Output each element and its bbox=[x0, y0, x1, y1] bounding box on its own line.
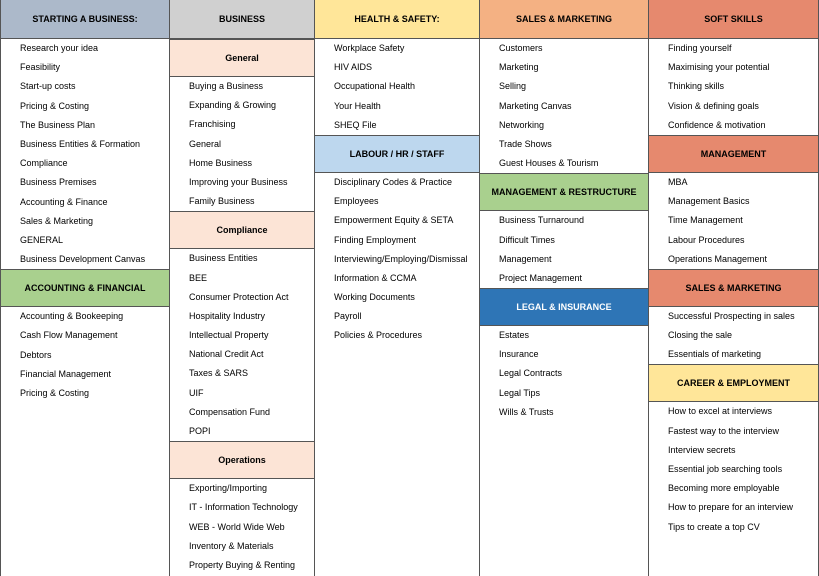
topic-link[interactable]: Management Basics bbox=[668, 196, 750, 207]
topic-link[interactable]: Research your idea bbox=[20, 43, 99, 53]
topic-link[interactable]: Marketing Canvas bbox=[499, 100, 572, 111]
section-header[interactable]: SALES & MARKETING bbox=[480, 0, 648, 39]
topic-link[interactable]: Exporting/Importing bbox=[189, 483, 268, 494]
section-header[interactable]: General bbox=[170, 39, 314, 77]
section-header[interactable]: LEGAL & INSURANCE bbox=[480, 288, 648, 326]
topic-list bbox=[649, 402, 818, 536]
topic-link[interactable]: Maximising your potential bbox=[668, 62, 770, 73]
topic-link[interactable]: Interviewing/Employing/Dismissal bbox=[334, 253, 468, 264]
section-header[interactable]: Operations bbox=[170, 441, 314, 479]
topic-list bbox=[649, 173, 818, 269]
section-header[interactable]: ACCOUNTING & FINANCIAL bbox=[1, 269, 169, 307]
section-header[interactable]: BUSINESS bbox=[170, 0, 314, 39]
topic-link[interactable]: Feasibility bbox=[20, 62, 61, 73]
section-header[interactable]: STARTING A BUSINESS: bbox=[1, 0, 169, 39]
topic-link[interactable]: Selling bbox=[499, 81, 527, 92]
topic-link[interactable]: Finding Employment bbox=[334, 234, 417, 245]
topic-link[interactable]: Financial Management bbox=[20, 368, 112, 379]
topic-link[interactable]: Consumer Protection Act bbox=[189, 291, 289, 302]
topic-link[interactable]: Successful Prospecting in sales bbox=[668, 310, 795, 321]
topic-link[interactable]: Legal Contracts bbox=[499, 368, 563, 379]
topic-link[interactable]: Hospitality Industry bbox=[189, 310, 266, 321]
column-4 bbox=[480, 0, 649, 576]
topic-list bbox=[170, 77, 314, 211]
section-header[interactable]: HEALTH & SAFETY: bbox=[315, 0, 479, 39]
topic-link[interactable]: SHEQ File bbox=[334, 119, 377, 130]
topic-link[interactable]: WEB - World Wide Web bbox=[189, 521, 285, 532]
topic-link[interactable]: Improving your Business bbox=[189, 176, 288, 187]
column-2 bbox=[170, 0, 315, 576]
topic-link[interactable]: Legal Tips bbox=[499, 387, 541, 398]
topic-link[interactable]: Workplace Safety bbox=[334, 43, 405, 53]
topic-link[interactable]: Compensation Fund bbox=[189, 406, 271, 417]
topic-list bbox=[480, 326, 648, 422]
topic-link[interactable]: How to excel at interviews bbox=[668, 406, 773, 417]
topic-link[interactable]: MBA bbox=[668, 176, 688, 187]
topic-link[interactable]: Business Development Canvas bbox=[20, 254, 146, 265]
topic-link[interactable]: Insurance bbox=[499, 349, 539, 360]
topic-list bbox=[480, 211, 648, 288]
topic-list bbox=[1, 307, 169, 403]
topic-link[interactable]: Sales & Marketing bbox=[20, 215, 94, 226]
topic-link[interactable]: Thinking skills bbox=[668, 81, 725, 92]
topic-link[interactable]: Pricing & Costing bbox=[20, 100, 90, 111]
topic-link[interactable]: Pricing & Costing bbox=[20, 388, 90, 398]
topic-link[interactable]: Information & CCMA bbox=[334, 272, 417, 283]
topic-link[interactable]: Business Premises bbox=[20, 177, 97, 188]
topic-link[interactable]: Trade Shows bbox=[499, 138, 552, 149]
topic-link[interactable]: Labour Procedures bbox=[668, 234, 745, 245]
topic-link[interactable]: Networking bbox=[499, 119, 545, 130]
topic-link[interactable]: Debtors bbox=[20, 349, 52, 360]
topic-link[interactable]: Finding yourself bbox=[668, 43, 732, 53]
topic-link[interactable]: Property Buying & Renting bbox=[189, 559, 296, 570]
topic-link[interactable]: Guest Houses & Tourism bbox=[499, 158, 599, 169]
topic-link[interactable]: Taxes & SARS bbox=[189, 368, 249, 379]
topic-link[interactable]: Policies & Procedures bbox=[334, 330, 423, 341]
topic-link[interactable]: Becoming more employable bbox=[668, 483, 780, 494]
topic-link[interactable]: BEE bbox=[189, 272, 208, 283]
section-header[interactable]: MANAGEMENT bbox=[649, 135, 818, 173]
topic-link[interactable]: Essential job searching tools bbox=[668, 464, 783, 474]
topic-link[interactable]: Compliance bbox=[20, 158, 68, 169]
topic-link[interactable]: Your Health bbox=[334, 100, 381, 111]
topic-link[interactable]: Cash Flow Management bbox=[20, 330, 118, 341]
topic-link[interactable]: General bbox=[189, 138, 222, 149]
topic-link[interactable]: Operations Management bbox=[668, 253, 768, 264]
topic-link[interactable]: Accounting & Bookeeping bbox=[20, 311, 124, 322]
topic-link[interactable]: Accounting & Finance bbox=[20, 196, 108, 207]
topic-list bbox=[480, 39, 648, 173]
topic-link[interactable]: Confidence & motivation bbox=[668, 119, 766, 130]
topic-link[interactable]: Business Entities bbox=[189, 253, 258, 264]
topic-link[interactable]: GENERAL bbox=[20, 234, 64, 245]
section-header[interactable]: CAREER & EMPLOYMENT bbox=[649, 364, 818, 402]
topic-link[interactable]: Start-up costs bbox=[20, 81, 76, 92]
topic-link[interactable]: The Business Plan bbox=[20, 119, 96, 130]
topic-link[interactable]: Estates bbox=[499, 330, 530, 341]
topic-link[interactable]: How to prepare for an interview bbox=[668, 502, 794, 513]
topic-list bbox=[315, 173, 479, 346]
topic-link[interactable]: Employees bbox=[334, 196, 379, 207]
topic-link[interactable]: IT - Information Technology bbox=[189, 502, 298, 513]
topic-link[interactable]: Management bbox=[499, 253, 552, 264]
topic-link[interactable]: Customers bbox=[499, 43, 543, 53]
topic-link[interactable]: Wills & Trusts bbox=[499, 406, 554, 417]
section-header[interactable]: Compliance bbox=[170, 211, 314, 249]
topic-list bbox=[170, 479, 314, 575]
section-header[interactable]: MANAGEMENT & RESTRUCTURE bbox=[480, 173, 648, 211]
topic-link[interactable]: HIV AIDS bbox=[334, 62, 373, 73]
column-5 bbox=[649, 0, 819, 576]
topic-link[interactable]: Marketing bbox=[499, 62, 539, 73]
topic-link[interactable]: Difficult Times bbox=[499, 234, 555, 245]
topic-link[interactable]: Franchising bbox=[189, 119, 236, 130]
topic-list bbox=[170, 249, 314, 441]
topic-link[interactable]: Project Management bbox=[499, 272, 583, 283]
topic-link[interactable]: National Credit Act bbox=[189, 349, 264, 360]
topic-link[interactable]: Business Turnaround bbox=[499, 215, 585, 226]
topic-link[interactable]: UIF bbox=[189, 387, 204, 398]
topic-link[interactable]: Time Management bbox=[668, 215, 743, 226]
section-header[interactable]: SOFT SKILLS bbox=[649, 0, 818, 39]
topic-list bbox=[649, 307, 818, 365]
column-3 bbox=[315, 0, 480, 576]
topic-link[interactable]: Intellectual Property bbox=[189, 330, 269, 341]
topic-link[interactable]: Working Documents bbox=[334, 292, 415, 303]
topic-link[interactable]: Buying a Business bbox=[189, 81, 264, 91]
topic-link[interactable]: Interview secrets bbox=[668, 444, 736, 455]
topic-link[interactable]: Family Business bbox=[189, 196, 255, 207]
topic-list bbox=[1, 39, 169, 269]
topic-link[interactable]: Occupational Health bbox=[334, 81, 416, 92]
topic-link[interactable]: Home Business bbox=[189, 157, 253, 168]
topic-link[interactable]: Fastest way to the interview bbox=[668, 425, 780, 436]
topic-link[interactable]: POPI bbox=[189, 426, 211, 436]
topic-link[interactable]: Vision & defining goals bbox=[668, 100, 759, 111]
topic-link[interactable]: Empowerment Equity & SETA bbox=[334, 215, 454, 226]
topic-link[interactable]: Tips to create a top CV bbox=[668, 521, 760, 532]
topic-list bbox=[649, 39, 818, 135]
topic-link[interactable]: Payroll bbox=[334, 311, 362, 322]
topic-link[interactable]: Closing the sale bbox=[668, 330, 733, 341]
topic-list bbox=[315, 39, 479, 135]
topic-link[interactable]: Inventory & Materials bbox=[189, 540, 274, 551]
topic-link[interactable]: Expanding & Growing bbox=[189, 100, 277, 111]
topic-link[interactable]: Business Entities & Formation bbox=[20, 138, 141, 149]
topic-link[interactable]: Essentials of marketing bbox=[668, 349, 762, 360]
section-header[interactable]: SALES & MARKETING bbox=[649, 269, 818, 307]
section-header[interactable]: LABOUR / HR / STAFF bbox=[315, 135, 479, 173]
column-1 bbox=[0, 0, 170, 576]
topic-link[interactable]: Disciplinary Codes & Practice bbox=[334, 176, 453, 187]
